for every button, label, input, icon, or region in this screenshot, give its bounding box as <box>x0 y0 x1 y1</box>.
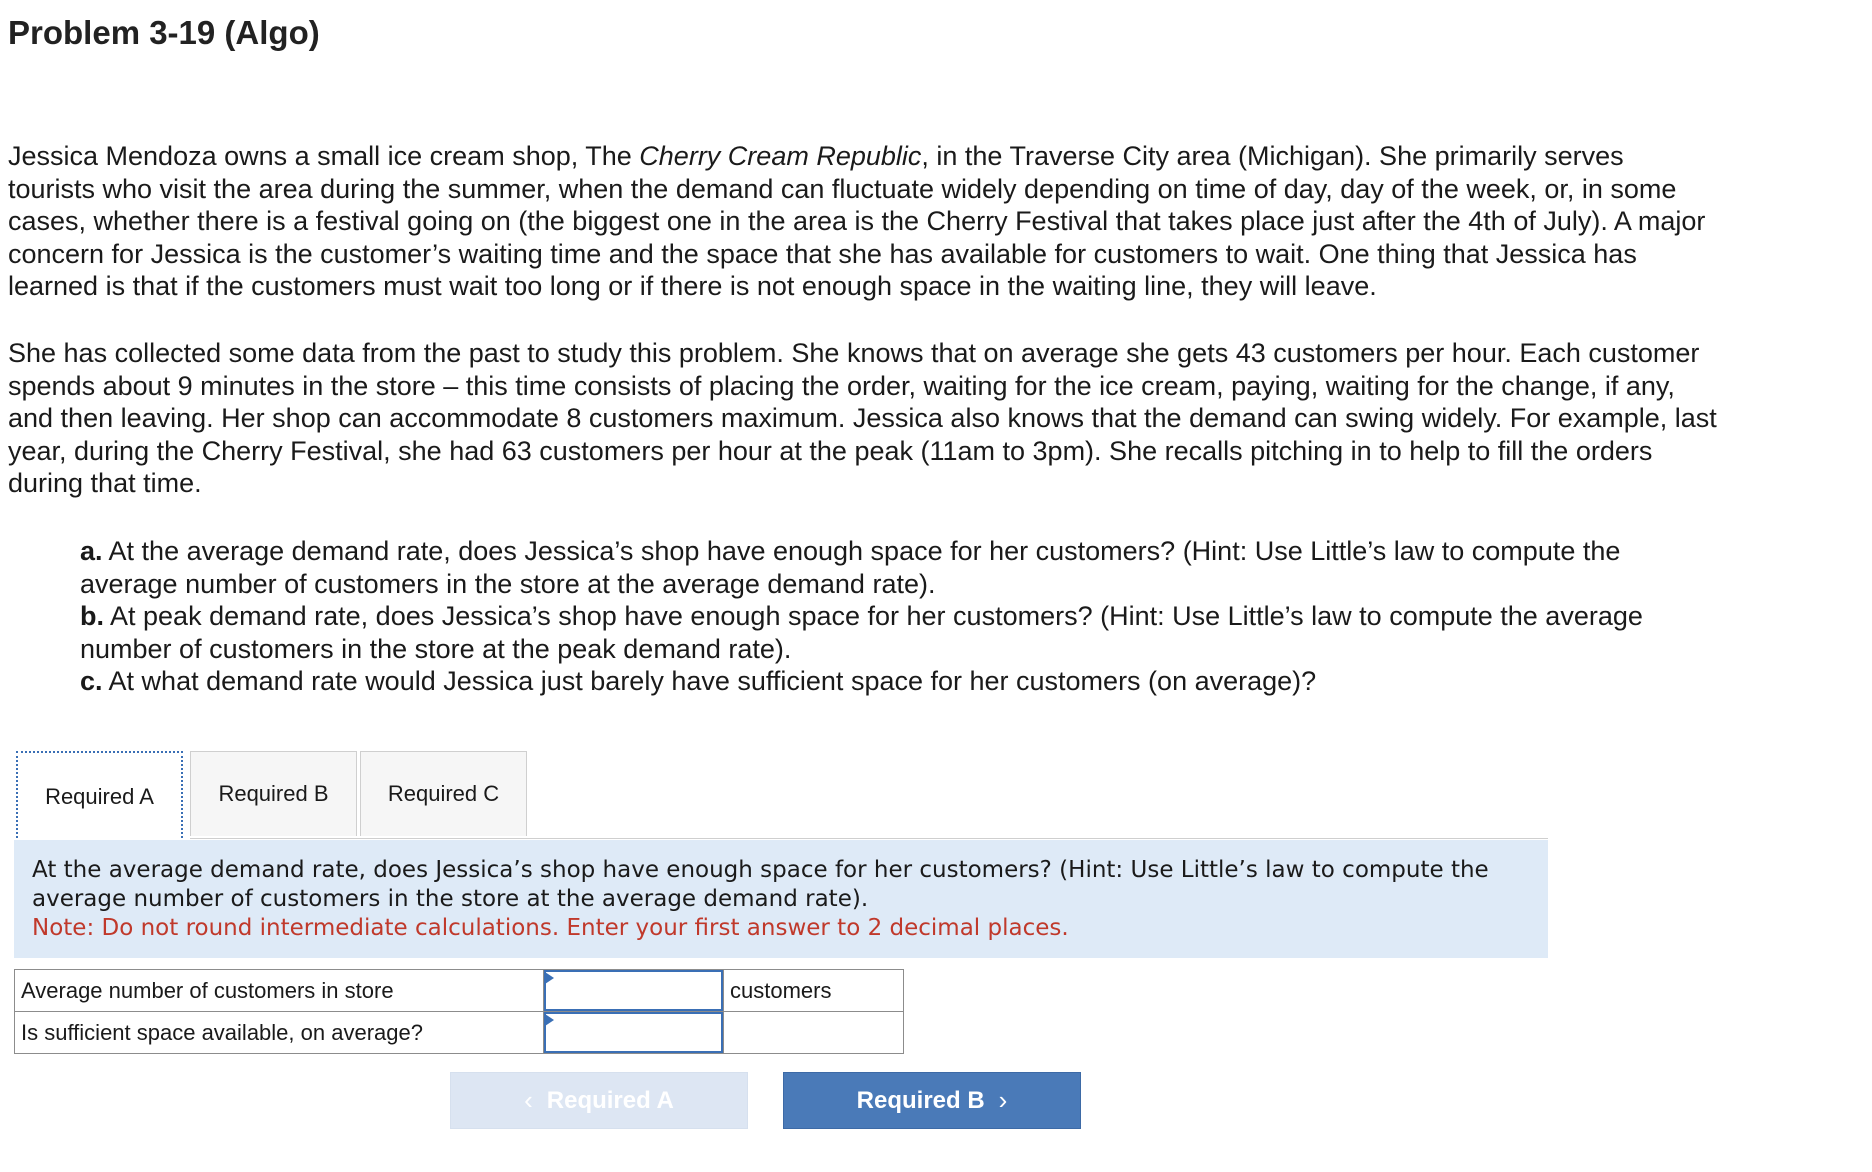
next-button-label: Required B <box>856 1086 985 1114</box>
input-marker-icon <box>545 1014 554 1026</box>
tab-required-c[interactable]: Required C <box>360 751 527 836</box>
input-marker-icon <box>545 972 554 984</box>
shop-name: Cherry Cream Republic <box>639 141 922 171</box>
prev-required-button[interactable] <box>450 1072 748 1129</box>
question-text: At the average demand rate, does Jessica’s shop have enough space for her customers? (Hint: Use Little’s law to compute the average number of customers in the store at the average demand rate). <box>80 536 1621 599</box>
answer-cell <box>544 1012 724 1054</box>
avg-customers-input[interactable] <box>544 970 723 1011</box>
intro-paragraph-2: She has collected some data from the past to study this problem. She knows that on average she gets 43 customers per hour. Each customer spends about 9 minutes in the store – this time consists of placing the order, waiting for the ice cream, paying, waiting for the change, if any, and then leaving. Her shop can accommodate 8 customers maximum. Jessica also knows that the demand can swing widely. For example, last year, during the Cherry Festival, she had 63 customers per hour at the peak (11am to 3pm). She recalls pitching in to help to fill the orders during that time. <box>8 338 1717 498</box>
question-letter: b. <box>80 601 104 631</box>
instruction-note: Note: Do not round intermediate calculations. Enter your first answer to 2 decimal places. <box>32 915 1069 941</box>
row-label: Average number of customers in store <box>15 970 544 1012</box>
problem-title: Problem 3-19 (Algo) <box>8 14 320 51</box>
row-unit: customers <box>724 970 904 1012</box>
prev-button-label: Required A <box>546 1086 674 1114</box>
sufficient-space-select[interactable] <box>544 1012 723 1053</box>
table-row <box>15 1012 904 1054</box>
chevron-left-icon: ‹ <box>524 1085 533 1115</box>
table-row <box>15 970 904 1012</box>
question-text: At peak demand rate, does Jessica’s shop have enough space for her customers? (Hint: Use Little’s law to compute the average number of customers in the store at the peak demand rate). <box>80 601 1643 664</box>
tab-divider <box>190 838 1548 839</box>
intro-paragraph-1 <box>8 140 1718 303</box>
intro-p1-after: , in the Traverse City area (Michigan). She primarily serves tourists who visit the area during the summer, when the demand can fluctuate widely depending on time of day, day of the week, or, in some cases, whether there is a festival going on (the biggest one in the area is the Cherry Festival that takes place just after the 4th of July). A major concern for Jessica is the customer’s waiting time and the space that she has available for customers to wait. One thing that Jessica has learned is that if the customers must wait too long or if there is not enough space in the waiting line, they will leave. <box>8 141 1706 301</box>
instruction-text: At the average demand rate, does Jessica’s shop have enough space for her customers? (Hint: Use Little’s law to compute the average number of customers in the store at the average demand rate). <box>32 857 1489 912</box>
next-required-button[interactable] <box>783 1072 1081 1129</box>
question-b <box>80 600 1720 665</box>
tab-required-a[interactable]: Required A <box>16 751 183 842</box>
question-a <box>80 535 1720 600</box>
question-text: At what demand rate would Jessica just barely have sufficient space for her customers (on average)? <box>102 666 1317 696</box>
instruction-panel <box>14 840 1548 958</box>
row-label: Is sufficient space available, on average? <box>15 1012 544 1054</box>
question-letter: c. <box>80 666 103 696</box>
answer-table <box>14 969 904 1054</box>
question-c <box>80 665 1720 698</box>
intro-p1-before: Jessica Mendoza owns a small ice cream shop, The <box>8 141 640 171</box>
question-letter: a. <box>80 536 103 566</box>
answer-cell <box>544 970 724 1012</box>
question-list <box>80 535 1720 698</box>
tab-required-b[interactable]: Required B <box>190 751 357 836</box>
row-unit <box>724 1012 904 1054</box>
chevron-right-icon: › <box>998 1085 1008 1115</box>
